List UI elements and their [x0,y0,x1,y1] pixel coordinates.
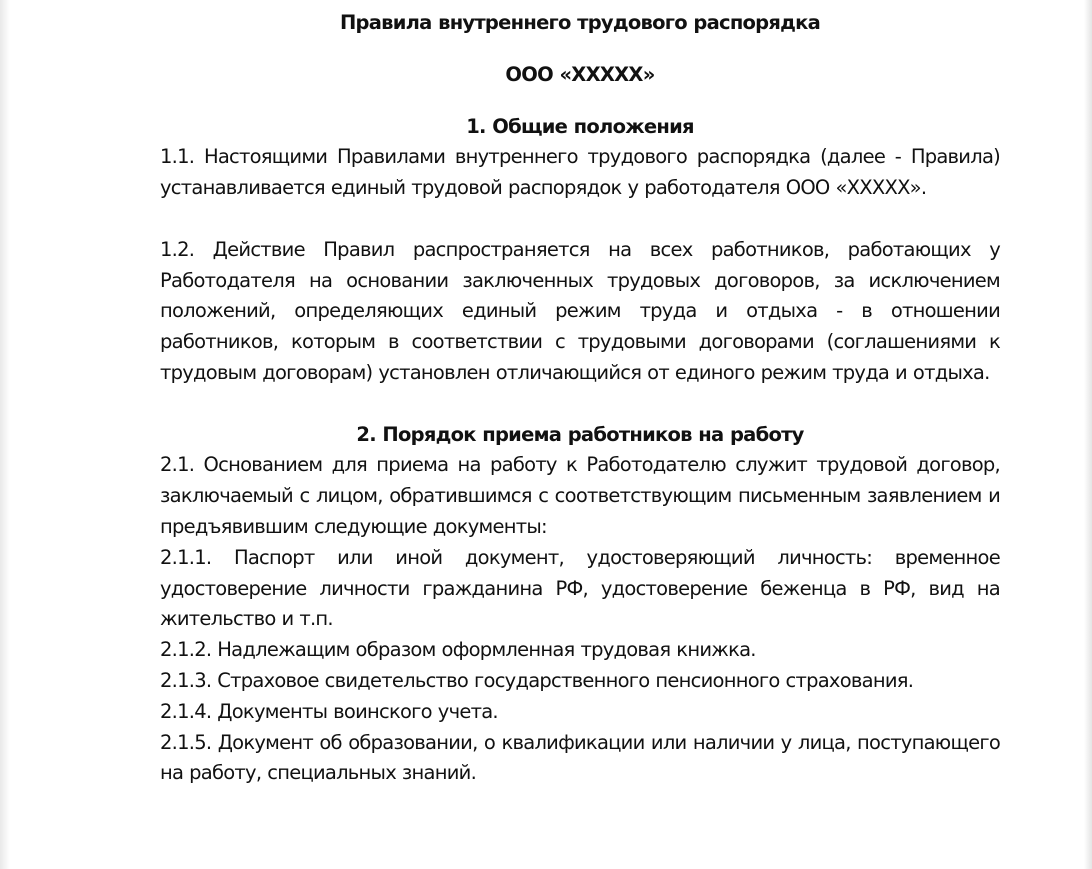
document-title: Правила внутреннего трудового распорядка [339,11,821,34]
page-shadow-right [1084,0,1092,869]
document-page [160,8,1000,789]
paragraph-2-1-1: 2.1.1. Паспорт или иной документ, удостоверяющий личность: временное удостоверение личности гражданина РФ, удостоверение беженца в РФ, вид на жительство и т.п. [160,545,1000,631]
paragraph-2-1-3: 2.1.3. Страховое свидетельство государственного пенсионного страхования. [160,668,914,692]
paragraph-1-2: 1.2. Действие Правил распространяется на всех работников, работающих у Работодателя на основании заключенных трудовых договоров, за исключением положений, определяющих единый режим труда и отдыха - в отношении работников, которым в соответствии с трудовыми договорами (соглашениями к трудовым договорам) установлен отличающийся от единого режим труда и отдыха. [160,237,1000,384]
page-shadow-left [0,0,10,869]
paragraph-2-1: 2.1. Основанием для приема на работу к Работодателю служит трудовой договор, заключаемый с лицом, обратившимся с соответствующим письменным заявлением и предъявившим следующие документы: [160,453,1000,538]
paragraph-2-1-2: 2.1.2. Надлежащим образом оформленная трудовая книжка. [160,638,756,662]
company-name: ООО «XXXXX» [505,62,655,86]
paragraph-2-1-4: 2.1.4. Документы воинского учета. [160,699,498,723]
section-heading-2: 2. Порядок приема работников на работу [356,422,804,446]
section-heading-1: 1. Общие положения [466,114,694,138]
paragraph-2-1-5: 2.1.5. Документ об образовании, о квалификации или наличии у лица, поступающего на работу, специальных знаний. [160,730,1000,785]
paragraph-1-1: 1.1. Настоящими Правилами внутреннего трудового распорядка (далее - Правила) устанавливается единый трудовой распорядок у работодателя ООО «XXXXX». [160,145,1000,200]
